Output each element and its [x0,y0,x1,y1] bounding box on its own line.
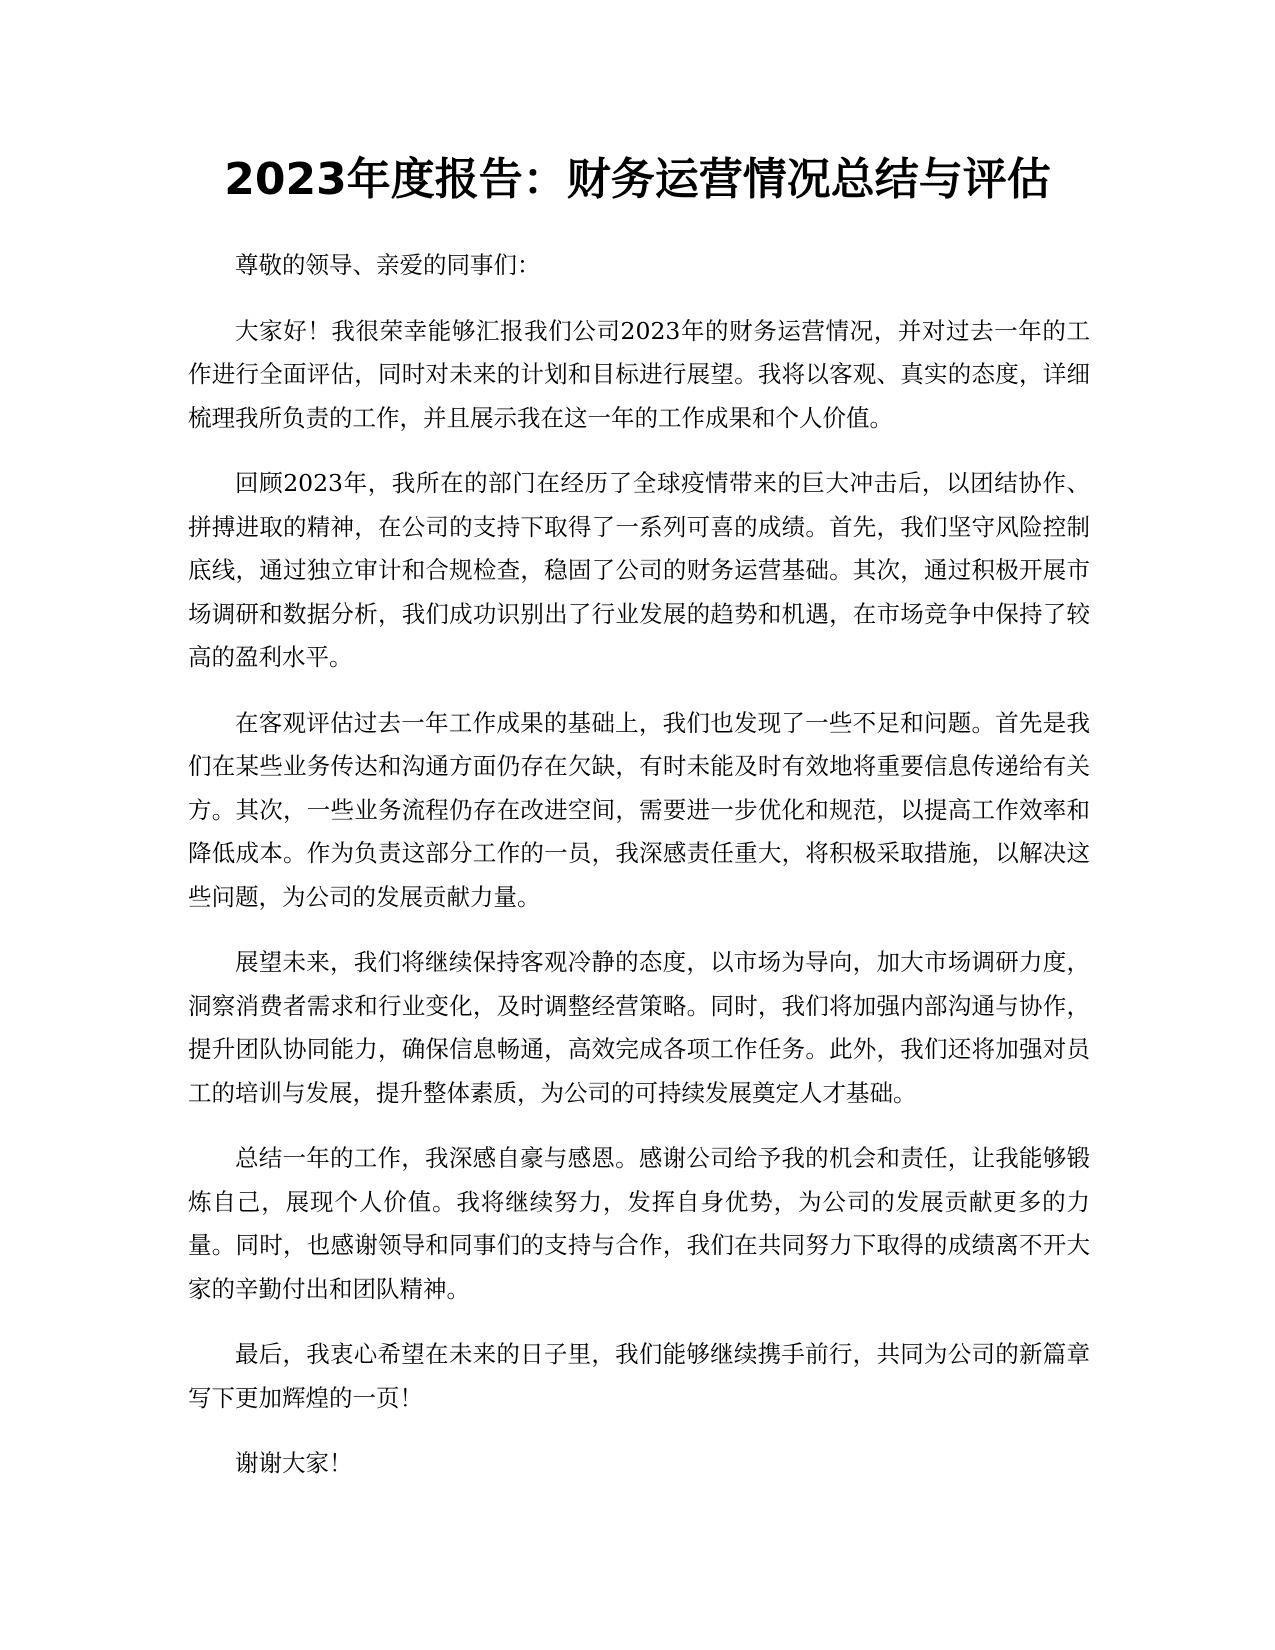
closing-paragraph: 最后，我衷心希望在未来的日子里，我们能够继续携手前行，共同为公司的新篇章写下更加辉煌的一页！ [188,1340,1090,1412]
summary-paragraph: 总结一年的工作，我深感自豪与感恩。感谢公司给予我的机会和责任，让我能够锻炼自己，展现个人价值。我将继续努力，发挥自身优势，为公司的发展贡献更多的力量。同时，也感谢领导和同事们的支持与合作，我们在共同努力下取得的成绩离不开大家的辛勤付出和团队精神。 [188,1144,1090,1303]
document-title: 2023年度报告：财务运营情况总结与评估 [224,154,1051,205]
thanks-paragraph: 谢谢大家！ [235,1449,353,1477]
salutation-paragraph: 尊敬的领导、亲爱的同事们： [235,251,541,279]
document-body [188,244,1090,1508]
review-paragraph: 回顾2023年，我所在的部门在经历了全球疫情带来的巨大冲击后，以团结协作、拼搏进取的精神，在公司的支持下取得了一系列可喜的成绩。首先，我们坚守风险控制底线，通过独立审计和合规检查，稳固了公司的财务运营基础。其次，通过积极开展市场调研和数据分析，我们成功识别出了行业发展的趋势和机遇，在市场竞争中保持了较高的盈利水平。 [188,469,1090,671]
intro-paragraph: 大家好！我很荣幸能够汇报我们公司2023年的财务运营情况，并对过去一年的工作进行全面评估，同时对未来的计划和目标进行展望。我将以客观、真实的态度，详细梳理我所负责的工作，并且展示我在这一年的工作成果和个人价值。 [188,316,1090,432]
outlook-paragraph: 展望未来，我们将继续保持客观冷静的态度，以市场为导向，加大市场调研力度，洞察消费者需求和行业变化，及时调整经营策略。同时，我们将加强内部沟通与协作，提升团队协同能力，确保信息畅通，高效完成各项工作任务。此外，我们还将加强对员工的培训与发展，提升整体素质，为公司的可持续发展奠定人才基础。 [188,948,1090,1107]
issues-paragraph: 在客观评估过去一年工作成果的基础上，我们也发现了一些不足和问题。首先是我们在某些业务传达和沟通方面仍存在欠缺，有时未能及时有效地将重要信息传递给有关方。其次，一些业务流程仍存在改进空间，需要进一步优化和规范，以提高工作效率和降低成本。作为负责这部分工作的一员，我深感责任重大，将积极采取措施，以解决这些问题，为公司的发展贡献力量。 [188,708,1090,911]
